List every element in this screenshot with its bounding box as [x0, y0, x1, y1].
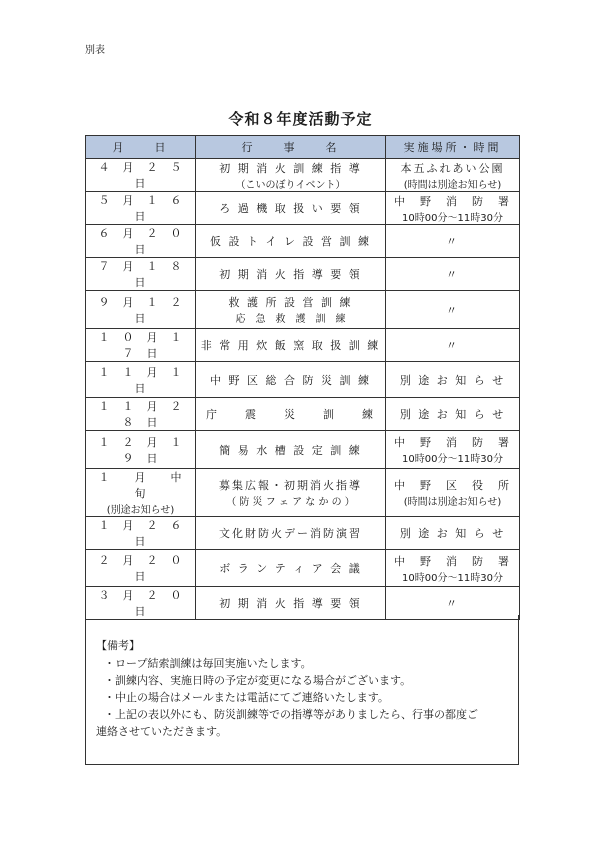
date-cell [86, 517, 196, 550]
event-cell-text: 初 期 消 火 指 導 要 領 [219, 597, 362, 610]
event-cell [196, 258, 386, 291]
date-cell-text: ５ 月 １ ６ 日 [98, 194, 195, 223]
event-cell-subtext: （ 防 災 フ ェ ア な か の ） [226, 497, 355, 508]
notes-title: 【備考】 [96, 639, 140, 652]
event-cell-text: 非 常 用 炊 飯 窯 取 扱 訓 練 [200, 339, 381, 352]
schedule-table [85, 135, 520, 620]
place-cell-text: 〃 [446, 268, 459, 281]
place-cell-subtext: 10時00分～11時30分 [402, 454, 503, 465]
date-cell [86, 469, 207, 517]
date-cell-text: １ ２ 月 １ ９ 日 [98, 435, 195, 465]
date-cell-text: ４ 月 ２ ５ 日 [98, 161, 195, 190]
date-cell [86, 225, 196, 258]
table-header-row [86, 136, 520, 159]
table-row [86, 291, 520, 329]
table-row [86, 329, 520, 362]
event-cell-text: 救 護 所 設 営 訓 練 [228, 296, 353, 309]
date-cell [86, 291, 196, 329]
place-cell-text: 別 途 お 知 ら せ [399, 408, 506, 421]
date-cell-text: ３ 月 ２ ０ 日 [98, 589, 195, 618]
event-cell [196, 517, 386, 550]
place-cell-text: 中 野 消 防 署 [394, 554, 511, 568]
place-cell [386, 517, 520, 550]
place-cell-text: 〃 [446, 597, 459, 610]
place-cell-text: 〃 [446, 303, 459, 317]
event-cell-text: 初 期 消 火 指 導 要 領 [219, 268, 362, 281]
place-cell-text: 〃 [446, 339, 459, 352]
table-row [86, 225, 520, 258]
event-cell-text: 中 野 区 総 合 防 災 訓 練 [210, 373, 371, 387]
event-cell-text: 募集広報・初期消火指導 [219, 479, 362, 492]
event-cell [196, 159, 386, 192]
attachment-label: 別表 [85, 45, 105, 56]
place-cell [386, 159, 520, 192]
event-cell [196, 225, 386, 258]
event-cell [196, 469, 386, 517]
place-cell-subtext: 10時00分～11時30分 [402, 572, 503, 584]
notes-box [85, 615, 519, 765]
note-item: ・中止の場合はメールまたは電話にてご連絡いたします。 [104, 691, 389, 704]
place-cell [386, 550, 520, 587]
event-cell [196, 550, 386, 587]
place-cell-subtext: (時間は別途お知らせ) [403, 497, 502, 508]
date-cell-text: ７ 月 １ ８ 日 [98, 260, 195, 289]
place-cell [386, 398, 520, 431]
place-cell [386, 258, 520, 291]
note-item: ・ロープ結索訓練は毎回実施いたします。 [104, 657, 312, 670]
place-cell [386, 469, 520, 517]
note-item: ・上記の表以外にも、防災訓練等での指導等がありましたら、行事の都度ご [104, 708, 478, 721]
table-row [86, 159, 520, 192]
date-cell-text: １ 月 ２ ６ 日 [98, 519, 195, 548]
event-cell [196, 291, 386, 329]
header-date: 月 日 [86, 136, 196, 159]
event-cell-text: ろ 過 機 取 扱 い 要 領 [219, 202, 362, 215]
event-cell-text: 庁 震 災 訓 練 [206, 408, 375, 421]
place-cell [386, 192, 520, 225]
place-cell [386, 291, 520, 329]
date-cell [86, 159, 196, 192]
event-cell-text: ボ ラ ン テ ィ ア 会 議 [219, 562, 362, 575]
notes-list [96, 655, 511, 740]
date-cell-text: ９ 月 １ ２ 日 [98, 295, 195, 325]
table-row [86, 258, 520, 291]
date-cell-text: １ １ 月 １ 日 [98, 365, 195, 395]
table-row [86, 517, 520, 550]
date-cell [86, 329, 196, 362]
place-cell [386, 225, 520, 258]
date-cell [86, 431, 196, 469]
table-row [86, 362, 520, 398]
place-cell [386, 362, 520, 398]
date-cell [86, 550, 196, 587]
header-event: 行 事 名 [196, 136, 386, 159]
date-cell [86, 192, 196, 225]
note-item: ・訓練内容、実施日時の予定が変更になる場合がございます。 [104, 674, 412, 687]
event-cell-subtext: （こいのぼりイベント） [235, 179, 346, 191]
date-cell-text: １ ０ 月 １ ７ 日 [98, 331, 195, 360]
place-cell-text: 別 途 お 知 ら せ [399, 527, 506, 540]
event-cell-subtext: 応 急 救 護 訓 練 [235, 314, 346, 325]
table-row [86, 431, 520, 469]
place-cell-subtext: 10時00分～11時30分 [402, 212, 503, 224]
date-cell [86, 362, 196, 398]
place-cell-text: 〃 [446, 235, 459, 248]
header-place: 実施場所・時間 [386, 136, 520, 159]
event-cell [196, 431, 386, 469]
note-item: 連絡させていただきます。 [96, 725, 228, 738]
date-cell-text: ２ 月 ２ ０ 日 [98, 554, 195, 583]
table-row [86, 469, 520, 517]
date-cell-subtext: (別途お知らせ) [106, 505, 175, 516]
event-cell-text: 簡 易 水 槽 設 定 訓 練 [219, 443, 362, 457]
place-cell-text: 中 野 区 役 所 [394, 479, 511, 492]
table-row [86, 550, 520, 587]
page-title: 令和８年度活動予定 [228, 110, 373, 128]
event-cell [196, 329, 386, 362]
place-cell-text: 中 野 消 防 署 [394, 436, 511, 449]
date-cell-text: ６ 月 ２ ０ 日 [98, 227, 195, 256]
date-cell-text: １ 月 中 旬 [98, 471, 207, 500]
event-cell-text: 文化財防火デー消防演習 [219, 527, 362, 540]
event-cell [196, 398, 386, 431]
event-cell-text: 仮 設 ト イ レ 設 営 訓 練 [210, 235, 371, 248]
date-cell-text: １ １ 月 ２ ８ 日 [98, 400, 195, 429]
place-cell-subtext: (時間は別途お知らせ) [403, 179, 502, 191]
event-cell [196, 362, 386, 398]
place-cell-text: 中 野 消 防 署 [394, 194, 511, 208]
place-cell-text: 本五ふれあい公園 [400, 161, 505, 175]
place-cell-text: 別 途 お 知 ら せ [399, 373, 506, 387]
table-row [86, 192, 520, 225]
place-cell [386, 431, 520, 469]
table-row [86, 398, 520, 431]
place-cell [386, 329, 520, 362]
event-cell [196, 192, 386, 225]
date-cell [86, 258, 196, 291]
date-cell [86, 398, 196, 431]
event-cell-text: 初 期 消 火 訓 練 指 導 [219, 161, 362, 175]
